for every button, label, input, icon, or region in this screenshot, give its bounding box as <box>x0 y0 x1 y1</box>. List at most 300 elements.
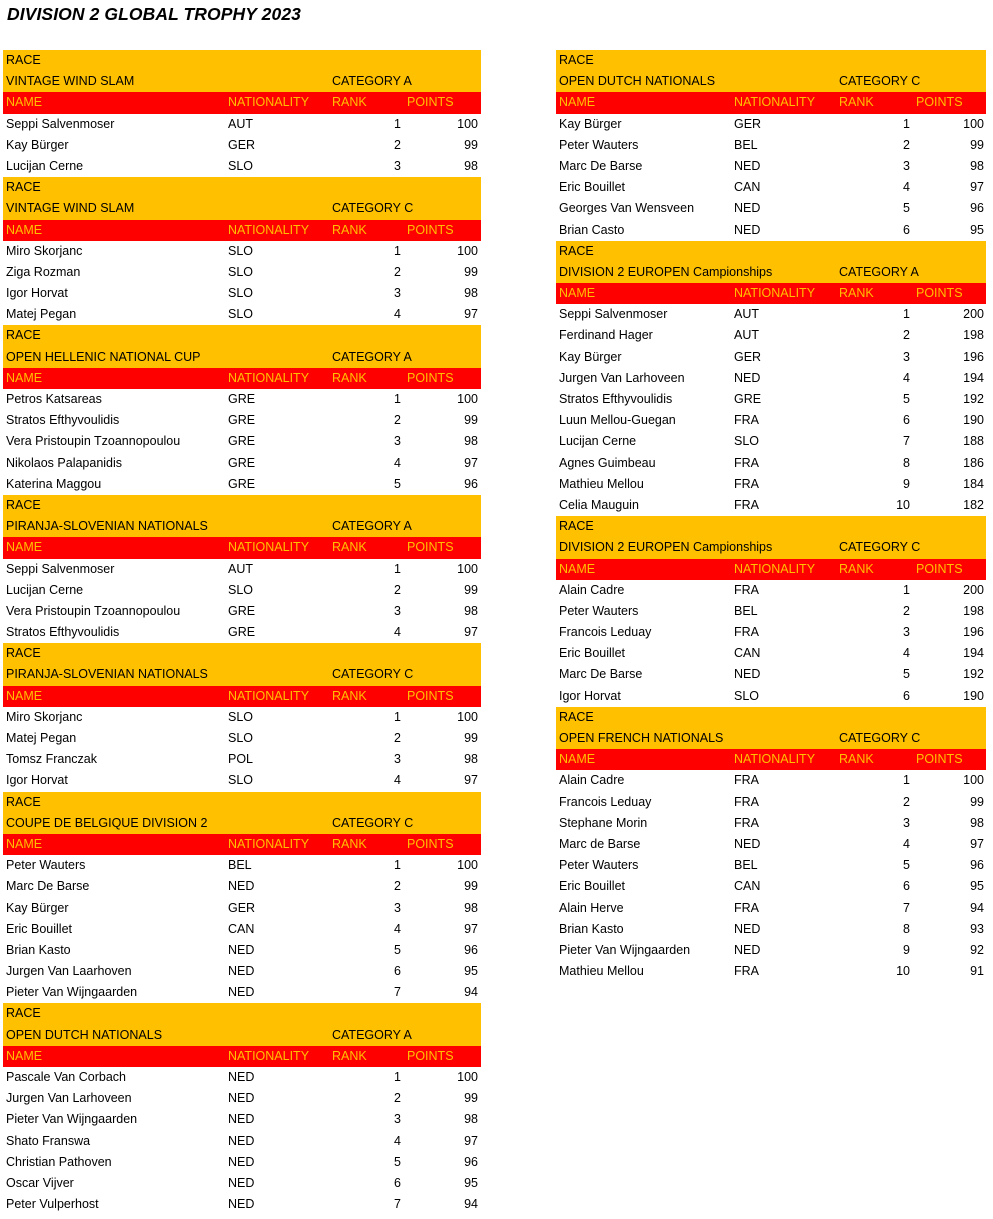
competitor-nationality: BEL <box>228 858 252 873</box>
competitor-rank: 7 <box>394 1197 401 1212</box>
table-row <box>3 580 481 601</box>
race-label: RACE <box>6 328 41 343</box>
race-title-row <box>556 537 986 558</box>
table-row <box>556 198 986 219</box>
competitor-nationality: SLO <box>228 582 254 597</box>
header-rank: RANK <box>332 222 367 237</box>
competitor-points: 97 <box>464 307 478 322</box>
race-label: RACE <box>6 794 41 809</box>
competitor-nationality: GER <box>734 116 762 131</box>
race-title-row <box>556 262 986 283</box>
table-row <box>556 643 986 664</box>
table-row <box>3 919 481 940</box>
competitor-rank: 5 <box>394 476 401 491</box>
competitor-name: Miro Skorjanc <box>6 243 83 258</box>
competitor-points: 100 <box>457 243 478 258</box>
competitor-name: Eric Bouillet <box>559 879 625 894</box>
header-name: NAME <box>6 370 43 385</box>
table-row <box>556 770 986 791</box>
race-label-row <box>3 495 481 516</box>
header-points: POINTS <box>407 688 454 703</box>
table-row <box>556 347 986 368</box>
competitor-name: Nikolaos Palapanidis <box>6 455 123 470</box>
table-row <box>556 495 986 516</box>
competitor-nationality: FRA <box>734 900 759 915</box>
table-row <box>556 898 986 919</box>
competitor-name: Mathieu Mellou <box>559 964 644 979</box>
competitor-rank: 4 <box>394 455 401 470</box>
competitor-nationality: FRA <box>734 773 759 788</box>
competitor-points: 100 <box>457 1070 478 1084</box>
competitor-nationality: NED <box>228 964 255 979</box>
competitor-nationality: NED <box>228 942 255 957</box>
race-name: PIRANJA-SLOVENIAN NATIONALS <box>6 667 208 682</box>
competitor-points: 99 <box>970 794 984 809</box>
competitor-points: 93 <box>970 921 984 936</box>
header-points: POINTS <box>916 561 963 576</box>
competitor-rank: 2 <box>394 1091 401 1106</box>
header-rank: RANK <box>332 1048 367 1063</box>
race-category: CATEGORY A <box>332 74 412 89</box>
header-points: POINTS <box>407 836 454 851</box>
table-row <box>3 961 481 982</box>
race-name: OPEN HELLENIC NATIONAL CUP <box>6 349 201 364</box>
competitor-rank: 3 <box>394 900 401 915</box>
race-table <box>3 325 481 495</box>
table-row <box>556 156 986 177</box>
competitor-nationality: SLO <box>734 434 760 449</box>
competitor-points: 186 <box>963 455 984 470</box>
competitor-rank: 9 <box>903 942 910 957</box>
competitor-points: 95 <box>464 964 478 979</box>
race-name: DIVISION 2 EUROPEN Campionships <box>559 264 773 279</box>
competitor-nationality: CAN <box>734 646 761 661</box>
competitor-rank: 2 <box>903 794 910 809</box>
competitor-name: Stratos Efthyvoulidis <box>559 392 673 406</box>
competitor-rank: 6 <box>394 1175 401 1190</box>
competitor-name: Alain Herve <box>559 900 624 915</box>
competitor-points: 98 <box>464 900 478 915</box>
race-table <box>3 495 481 643</box>
table-row <box>3 241 481 262</box>
competitor-points: 100 <box>963 773 984 788</box>
competitor-name: Pieter Van Wijngaarden <box>6 1112 138 1127</box>
table-row <box>3 728 481 749</box>
table-row <box>3 304 481 325</box>
competitor-points: 99 <box>464 879 478 894</box>
race-table <box>556 241 986 516</box>
table-row <box>3 114 481 135</box>
table-row <box>556 686 986 707</box>
competitor-rank: 4 <box>394 921 401 936</box>
race-label: RACE <box>6 53 41 67</box>
competitor-nationality: GRE <box>228 625 256 640</box>
competitor-points: 190 <box>963 413 984 428</box>
competitor-name: Pieter Van Wijngaarden <box>6 985 138 1000</box>
header-rank: RANK <box>332 688 367 703</box>
competitor-nationality: FRA <box>734 625 759 640</box>
race-name: DIVISION 2 EUROPEN Campionships <box>559 540 773 555</box>
competitor-points: 98 <box>464 158 478 173</box>
competitor-rank: 3 <box>903 815 910 830</box>
competitor-nationality: GRE <box>228 413 256 428</box>
race-category: CATEGORY C <box>332 201 414 216</box>
competitor-rank: 7 <box>903 900 910 915</box>
competitor-name: Brian Kasto <box>6 942 71 957</box>
competitor-nationality: NED <box>228 1197 255 1212</box>
competitor-rank: 4 <box>903 836 910 851</box>
competitor-nationality: NED <box>228 1112 255 1127</box>
competitor-points: 198 <box>963 603 984 618</box>
header-points: POINTS <box>916 752 963 767</box>
competitor-points: 98 <box>970 158 984 173</box>
competitor-points: 98 <box>464 434 478 449</box>
competitor-rank: 2 <box>394 264 401 279</box>
competitor-rank: 1 <box>903 116 910 131</box>
column-header-row <box>3 368 481 389</box>
competitor-rank: 3 <box>903 158 910 173</box>
competitor-name: Eric Bouillet <box>559 646 625 661</box>
header-name: NAME <box>559 752 596 767</box>
competitor-points: 97 <box>464 455 478 470</box>
competitor-rank: 6 <box>903 413 910 428</box>
header-name: NAME <box>6 95 43 110</box>
table-row <box>3 410 481 431</box>
table-row <box>556 114 986 135</box>
competitor-rank: 2 <box>903 328 910 343</box>
header-nationality: NATIONALITY <box>228 95 310 110</box>
competitor-nationality: POL <box>228 752 254 767</box>
competitor-rank: 6 <box>903 879 910 894</box>
race-name: VINTAGE WIND SLAM <box>6 201 135 216</box>
race-label-row <box>556 707 986 728</box>
race-category: CATEGORY A <box>839 264 919 279</box>
competitor-nationality: GRE <box>228 476 256 491</box>
race-title-row <box>3 198 481 219</box>
competitor-nationality: FRA <box>734 815 759 830</box>
header-rank: RANK <box>839 286 874 301</box>
competitor-points: 95 <box>464 1175 478 1190</box>
table-row <box>556 961 986 982</box>
competitor-name: Stephane Morin <box>559 815 648 830</box>
table-row <box>3 135 481 156</box>
competitor-nationality: GRE <box>734 392 762 406</box>
table-row <box>3 770 481 791</box>
competitor-name: Kay Bürger <box>559 116 622 131</box>
competitor-rank: 1 <box>394 116 401 131</box>
header-nationality: NATIONALITY <box>734 561 816 576</box>
competitor-rank: 10 <box>896 964 910 979</box>
race-name: OPEN DUTCH NATIONALS <box>559 74 716 89</box>
competitor-points: 190 <box>963 688 984 703</box>
competitor-rank: 2 <box>394 413 401 428</box>
race-label: RACE <box>559 519 594 534</box>
table-row <box>3 1194 481 1215</box>
table-row <box>3 707 481 728</box>
race-table <box>3 643 481 791</box>
table-row <box>556 389 986 410</box>
competitor-name: Igor Horvat <box>6 773 68 788</box>
competitor-points: 97 <box>970 836 984 851</box>
race-table <box>3 792 481 1004</box>
header-rank: RANK <box>332 370 367 385</box>
race-label-row <box>3 643 481 664</box>
table-row <box>556 431 986 452</box>
competitor-name: Seppi Salvenmoser <box>6 116 115 131</box>
table-row <box>3 1173 481 1194</box>
table-row <box>3 431 481 452</box>
competitor-points: 97 <box>464 773 478 788</box>
competitor-points: 95 <box>970 222 984 237</box>
header-nationality: NATIONALITY <box>734 95 816 110</box>
competitor-rank: 9 <box>903 476 910 491</box>
competitor-name: Seppi Salvenmoser <box>559 307 668 322</box>
table-row <box>556 453 986 474</box>
competitor-rank: 5 <box>394 942 401 957</box>
competitor-nationality: FRA <box>734 497 759 512</box>
competitor-name: Marc De Barse <box>6 879 90 894</box>
table-row <box>556 855 986 876</box>
table-row <box>556 940 986 961</box>
table-row <box>556 325 986 346</box>
race-category: CATEGORY C <box>332 667 414 682</box>
header-points: POINTS <box>407 370 454 385</box>
competitor-rank: 3 <box>394 434 401 449</box>
header-nationality: NATIONALITY <box>228 688 310 703</box>
competitor-rank: 2 <box>394 731 401 745</box>
race-category: CATEGORY A <box>332 349 412 364</box>
race-table <box>556 50 986 241</box>
table-row <box>3 940 481 961</box>
race-category: CATEGORY A <box>332 1027 412 1042</box>
competitor-points: 196 <box>963 349 984 364</box>
competitor-rank: 3 <box>903 625 910 640</box>
competitor-name: Peter Wauters <box>6 858 86 873</box>
competitor-nationality: NED <box>228 985 255 1000</box>
race-label-row <box>3 50 481 71</box>
competitor-points: 94 <box>464 1197 478 1212</box>
competitor-rank: 1 <box>394 561 401 576</box>
table-row <box>3 283 481 304</box>
competitor-name: Francois Leduay <box>559 625 652 640</box>
competitor-nationality: SLO <box>228 286 254 301</box>
table-row <box>3 982 481 1003</box>
race-title-row <box>3 347 481 368</box>
competitor-points: 192 <box>963 392 984 406</box>
competitor-name: Peter Vulperhost <box>6 1197 99 1212</box>
table-row <box>3 1152 481 1173</box>
competitor-nationality: GRE <box>228 603 256 618</box>
competitor-name: Brian Casto <box>559 222 625 237</box>
race-label: RACE <box>6 180 41 195</box>
competitor-nationality: BEL <box>734 603 758 618</box>
competitor-rank: 3 <box>394 286 401 301</box>
competitor-rank: 6 <box>903 222 910 237</box>
competitor-rank: 2 <box>903 137 910 152</box>
competitor-points: 99 <box>464 582 478 597</box>
competitor-nationality: FRA <box>734 582 759 597</box>
competitor-nationality: SLO <box>228 773 254 788</box>
competitor-nationality: FRA <box>734 455 759 470</box>
left-results-column <box>3 50 481 1215</box>
competitor-nationality: SLO <box>228 731 254 745</box>
competitor-nationality: SLO <box>228 158 254 173</box>
competitor-points: 100 <box>457 709 478 724</box>
competitor-nationality: NED <box>734 667 761 682</box>
competitor-nationality: BEL <box>734 137 758 152</box>
column-header-row <box>556 749 986 770</box>
competitor-points: 97 <box>970 180 984 195</box>
competitor-name: Eric Bouillet <box>6 921 72 936</box>
competitor-name: Katerina Maggou <box>6 476 102 491</box>
competitor-name: Pieter Van Wijngaarden <box>559 942 691 957</box>
competitor-rank: 6 <box>903 688 910 703</box>
race-label-row <box>3 792 481 813</box>
competitor-points: 97 <box>464 921 478 936</box>
competitor-nationality: GER <box>228 900 256 915</box>
competitor-nationality: SLO <box>228 307 254 322</box>
race-label: RACE <box>559 53 594 67</box>
competitor-points: 98 <box>970 815 984 830</box>
table-row <box>3 1131 481 1152</box>
header-rank: RANK <box>332 836 367 851</box>
header-rank: RANK <box>839 752 874 767</box>
competitor-points: 94 <box>464 985 478 1000</box>
competitor-points: 97 <box>464 1133 478 1148</box>
race-name: COUPE DE BELGIQUE DIVISION 2 <box>6 815 208 830</box>
competitor-name: Lucijan Cerne <box>559 434 637 449</box>
competitor-rank: 1 <box>903 307 910 322</box>
competitor-nationality: GRE <box>228 434 256 449</box>
competitor-points: 194 <box>963 646 984 661</box>
race-table <box>3 50 481 177</box>
table-row <box>556 580 986 601</box>
competitor-nationality: AUT <box>228 116 253 131</box>
competitor-rank: 8 <box>903 921 910 936</box>
competitor-nationality: CAN <box>228 921 255 936</box>
column-header-row <box>556 559 986 580</box>
competitor-nationality: SLO <box>734 688 760 703</box>
competitor-name: Marc de Barse <box>559 836 641 851</box>
competitor-rank: 1 <box>394 1070 401 1084</box>
table-row <box>556 474 986 495</box>
competitor-rank: 1 <box>394 243 401 258</box>
competitor-name: Peter Wauters <box>559 858 639 873</box>
competitor-nationality: NED <box>734 921 761 936</box>
competitor-points: 200 <box>963 582 984 597</box>
competitor-name: Jurgen Van Laarhoven <box>6 964 132 979</box>
header-rank: RANK <box>332 95 367 110</box>
competitor-points: 184 <box>963 476 984 491</box>
competitor-nationality: NED <box>228 879 255 894</box>
header-points: POINTS <box>407 95 454 110</box>
table-row <box>3 601 481 622</box>
header-points: POINTS <box>407 222 454 237</box>
table-row <box>556 410 986 431</box>
competitor-nationality: NED <box>228 1175 255 1190</box>
header-name: NAME <box>6 1048 43 1063</box>
competitor-rank: 5 <box>394 1154 401 1169</box>
table-row <box>3 156 481 177</box>
competitor-name: Pascale Van Corbach <box>6 1070 126 1084</box>
competitor-rank: 3 <box>394 752 401 767</box>
race-label: RACE <box>559 709 594 724</box>
competitor-points: 100 <box>457 116 478 131</box>
race-category: CATEGORY C <box>839 731 921 745</box>
competitor-name: Petros Katsareas <box>6 392 102 406</box>
competitor-nationality: AUT <box>228 561 253 576</box>
header-name: NAME <box>6 222 43 237</box>
competitor-name: Francois Leduay <box>559 794 652 809</box>
header-name: NAME <box>559 561 596 576</box>
competitor-nationality: CAN <box>734 180 761 195</box>
table-row <box>3 1067 481 1088</box>
competitor-name: Ferdinand Hager <box>559 328 653 343</box>
race-table <box>556 707 986 982</box>
competitor-name: Kay Bürger <box>559 349 622 364</box>
table-row <box>3 855 481 876</box>
column-header-row <box>3 537 481 558</box>
competitor-points: 99 <box>464 137 478 152</box>
table-row <box>3 876 481 897</box>
header-rank: RANK <box>332 540 367 555</box>
race-label-row <box>556 516 986 537</box>
table-row <box>556 876 986 897</box>
competitor-name: Ziga Rozman <box>6 264 81 279</box>
table-row <box>3 1109 481 1130</box>
race-title-row <box>3 664 481 685</box>
race-category: CATEGORY A <box>332 519 412 534</box>
header-name: NAME <box>559 95 596 110</box>
competitor-name: Luun Mellou-Guegan <box>559 413 676 428</box>
competitor-name: Vera Pristoupin Tzoannopoulou <box>6 434 181 449</box>
race-name: PIRANJA-SLOVENIAN NATIONALS <box>6 519 208 534</box>
competitor-rank: 5 <box>903 667 910 682</box>
competitor-rank: 3 <box>903 349 910 364</box>
competitor-nationality: FRA <box>734 476 759 491</box>
table-row <box>556 304 986 325</box>
competitor-points: 92 <box>970 942 984 957</box>
competitor-points: 94 <box>970 900 984 915</box>
competitor-nationality: FRA <box>734 413 759 428</box>
table-row <box>3 453 481 474</box>
competitor-name: Igor Horvat <box>6 286 68 301</box>
table-row <box>556 220 986 241</box>
competitor-rank: 6 <box>394 964 401 979</box>
table-row <box>556 813 986 834</box>
column-header-row <box>3 686 481 707</box>
table-row <box>556 919 986 940</box>
competitor-nationality: GER <box>734 349 762 364</box>
competitor-name: Christian Pathoven <box>6 1154 112 1169</box>
race-name: OPEN FRENCH NATIONALS <box>559 731 724 745</box>
competitor-rank: 4 <box>394 773 401 788</box>
competitor-rank: 5 <box>903 201 910 216</box>
header-nationality: NATIONALITY <box>228 836 310 851</box>
table-row <box>556 834 986 855</box>
table-row <box>556 135 986 156</box>
table-row <box>3 898 481 919</box>
competitor-name: Matej Pegan <box>6 307 77 322</box>
competitor-rank: 4 <box>903 180 910 195</box>
competitor-nationality: AUT <box>734 307 759 322</box>
competitor-name: Lucijan Cerne <box>6 582 84 597</box>
competitor-name: Tomsz Franczak <box>6 752 97 767</box>
race-title-row <box>3 516 481 537</box>
race-category: CATEGORY C <box>839 540 921 555</box>
competitor-nationality: NED <box>228 1091 255 1106</box>
competitor-points: 96 <box>970 201 984 216</box>
